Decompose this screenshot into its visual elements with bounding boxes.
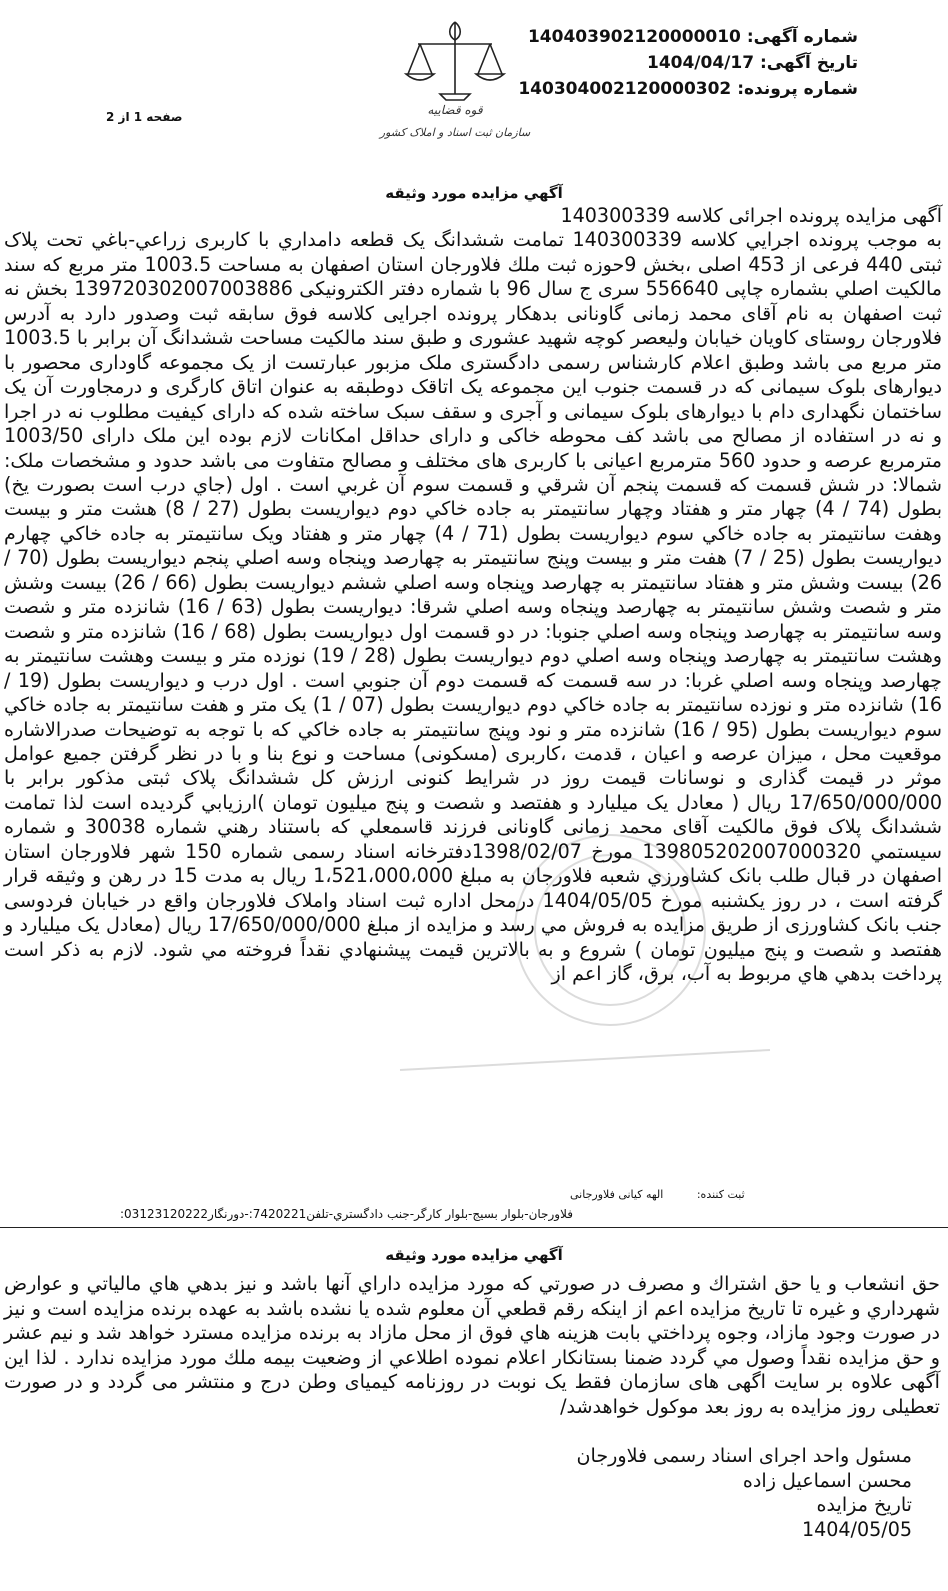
notice-body — [4, 204, 942, 987]
closing-office: مسئول واحد اجرای اسناد رسمی فلاورجان — [576, 1444, 912, 1467]
notice-number-label: شماره آگهی: — [746, 27, 858, 47]
registrar-label: ثبت کننده: — [696, 1188, 745, 1201]
closing-block — [576, 1444, 912, 1542]
body-paragraph-main: به موجب پرونده اجرايي كلاسه 140300339 تمامت ششدانگ يک قطعه دامداري با کاربری زراعي-باغي تحت پلاک ثبتی 440 فرعی از 453 اصلی ،بخش 9حوزه ثبت ملك فلاورجان استان اصفهان به مساحت 1003.5 متر مربع که سند مالکيت اصلي بشماره چاپی 556640 سری ج سال 96 با شماره دفتر الکترونیکی 139720302007003886 بخش نه ثبت اصفهان به نام آقای محمد زمانی گاونانی بدهکار پرونده اجرایی کلاسه فوق سابقه ثبت وصدور دارد به آدرس فلاورجان روستای کاویان خيابان وليعصر کوچه شهيد عشوری و طبق سند مالکیت مساحت ششدانگ آن برابر با 1003.5 متر مربع می باشد وطبق اعلام کارشناس رسمی دادگستری ملک مزبور عبارتست از یک مجموعه گاوداری محصور با دیوارهای بلوک سیمانی که در قسمت جنوب این مجموعه یک اتاقک دوطبقه به عنوان اتاق کارگری و درمجاورت آن یک ساختمان نگهداری دام با دیوارهای بلوک سیمانی و آجری و سقف سبک ساخته شده که دارای کیفیت مطلوب نه در اجرا و نه در استفاده از مصالح می باشد کف محوطه خاکی و دارای حداقل امکانات لازم بوده این ملک دارای 1003/50 مترمربع عرصه و حدود 560 مترمربع اعیانی با کاربری های مختلف و مصالح متفاوت می باشد حدود و مشخصات ملک: شمالا: در شش قسمت که قسمت پنجم آن شرقي و قسمت سوم آن غربي است . اول (جاي درب است بصورت يخ) بطول (74 / 4) چهار متر و هفتاد وچهار سانتيمتر به جاده خاكي دوم ديواريست بطول (27 / 8) هشت متر و بيست وهفت سانتيمتر به جاده خاكي سوم ديواريست بطول (71 / 4) چهار متر و هفتاد ويک سانتيمتر به جاده خاكي چهارم ديواريست بطول (25 / 7) هفت متر و بيست وپنج سانتيمتر به چهارصد وپنجاه وسه اصلي پنجم ديواريست بطول (70 / 26) بيست وشش متر و هفتاد سانتيمتر به چهارصد وپنجاه وسه اصلي ششم ديواريست بطول (66 / 26) بيست وشش متر و شصت وشش سانتيمتر به چهارصد وپنجاه وسه اصلي شرقا: ديواريست بطول (63 / 16) شانزده متر و شصت وسه سانتيمتر به چهارصد وپنجاه وسه اصلي جنوبا: در دو قسمت اول ديواريست بطول (68 / 16) شانزده متر و شصت وهشت سانتيمتر به چهارصد وپنجاه وسه اصلي دوم ديواريست بطول (28 / 19) نوزده متر و بيست وهشت سانتيمتر به چهارصد وپنجاه وسه اصلي غربا: در سه قسمت كه قسمت دوم آن جنوبي است . اول درب و ديواريست بطول (19 / 16) شانزده متر و نوزده سانتيمتر به جاده خاكي دوم ديواريست بطول (07 / 1) يک متر و هفت سانتيمتر به جاده خاكي سوم ديواريست بطول (95 / 16) شانزده متر و نود وپنج سانتيمتر به جاده خاكي که با توجه به توضیحات صدرالاشاره موقعیت محل ، میزان عرصه و اعیان ، قدمت ،کاربری (مسکونی) مساحت و نوع بنا و با در نظر گرفتن جمیع عوامل موثر در قیمت گذاری و نوسانات قیمت روز در شرایط کنونی ارزش کل ششدانگ پلاک ثبتی مذکور برابر با 17/650/000/000 ریال ( معادل یک میلیارد و هفتصد و شصت و پنج میلیون تومان )ارزيابي گرديده است لذا تمامت ششدانگ پلاک فوق مالکيت آقای محمد زمانی گاونانی فرزند قاسمعلي که باستناد رهني شماره 30038 و شماره سيستمي 139805202007000320 مورخ 1398/02/07دفترخانه اسناد رسمی شماره 150 شهر فلاورجان استان اصفهان در قبال طلب بانک کشاورزي شعبه فلاورجان به مبلغ 1،521،000،000 ریال به مدت 15 در رهن و وثيقه قرار گرفته است ، در روز يکشنبه مورخ 1404/05/05 درمحل اداره ثبت اسناد واملاک فلاورجان واقع در خیابان فردوسی جنب بانک کشاورزی از طريق مزايده به فروش مي رسد و مزايده از مبلغ 17/650/000/000 ريال (معادل یک میلیارد و هفتصد و شصت و پنج میلیون تومان ) شروع و به بالاترين قيمت پيشنهادي نقداً فروخته مي شود. لازم به ذکر است پرداخت بدهي هاي مربوط به آب، برق، گاز اعم از — [4, 228, 943, 986]
case-number-label: شماره پرونده: — [737, 79, 858, 99]
notice-body-continued: حق انشعاب و يا حق اشتراك و مصرف در صورتي كه مورد مزايده داراي آنها باشد و نيز بدهي هاي مالياتي و عوارض شهرداري و غيره تا تاريخ مزايده اعم از اينكه رقم قطعي آن معلوم شده يا نشده باشد به عهده برنده مزايده است و نيز در صورت وجود مازاد، وجوه پرداختي بابت هزينه هاي فوق از محل مازاد به برنده مزايده مسترد خواهد شد و نيم عشر و حق مزايده نقداً وصول مي گردد ضمنا بستانكار اعلام نموده اطلاعي از وضعيت بيمه ملك مورد مزايده ندارد . لذا این آگهی علاوه بر سایت اگهی های سازمان فقط یک نوبت در روزنامه کیمیای وطن درج و منتشر می گردد و در صورت تعطیلی روز مزایده به روز بعد موکول خواهدشد/ — [4, 1272, 940, 1418]
office-address: فلاورجان-بلوار بسیج-بلوار کارگر-جنب دادگستري-تلفن7420221:-دورنگار03123120222: — [120, 1207, 573, 1221]
emblem-org-line1: قوه قضاییه — [427, 103, 483, 117]
section-title: آگهي مزايده مورد وثيقه — [385, 1246, 563, 1264]
notice-number: 140403902120000010 — [527, 27, 741, 47]
emblem-org-line2: سازمان ثبت اسناد و املاک کشور — [379, 126, 531, 139]
page-title: آگهي مزايده مورد وثيقه — [385, 184, 563, 202]
page-indicator: صفحه 1 از 2 — [106, 110, 183, 124]
divider — [0, 1227, 948, 1228]
registrar-name: الهه کیانی فلاورجانی — [570, 1188, 664, 1201]
body-paragraph-heading: آگهی مزایده پرونده اجرائی کلاسه 140300339 — [560, 204, 942, 227]
auction-date: 1404/05/05 — [801, 1517, 912, 1541]
notice-date: 1404/04/17 — [646, 53, 755, 73]
auction-date-label: تاریخ مزایده — [816, 1493, 912, 1517]
closing-name: محسن اسماعیل زاده — [742, 1468, 912, 1492]
case-number: 140304002120000302 — [518, 79, 732, 99]
judiciary-emblem-icon — [360, 14, 550, 144]
registrar-signature — [540, 1188, 745, 1201]
notice-date-label: تاریخ آگهی: — [759, 53, 858, 73]
